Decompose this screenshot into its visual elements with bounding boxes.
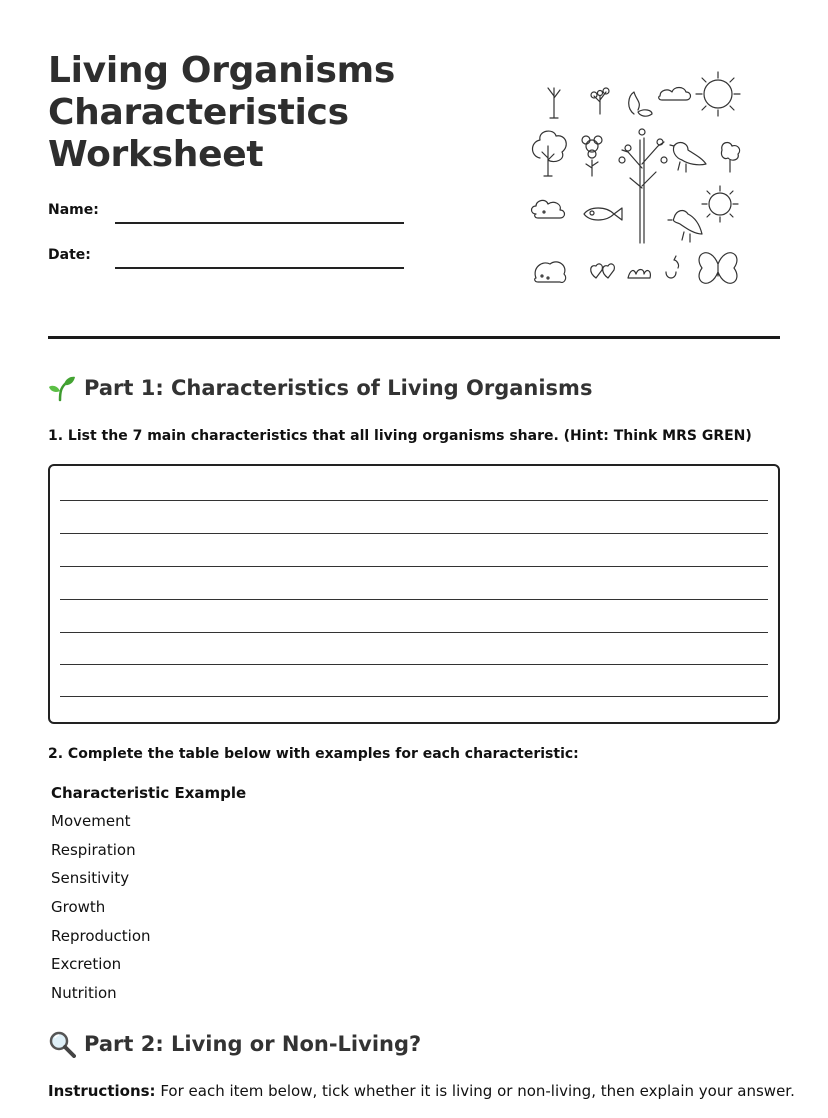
table-row: Nutrition bbox=[51, 984, 117, 1003]
answer-line[interactable] bbox=[60, 500, 768, 501]
answer-line[interactable] bbox=[60, 566, 768, 567]
date-field[interactable] bbox=[115, 267, 404, 269]
seedling-icon bbox=[48, 374, 76, 402]
table-row: Excretion bbox=[51, 955, 122, 974]
table-row: Respiration bbox=[51, 840, 136, 859]
nature-doodles-illustration bbox=[524, 68, 754, 298]
title-line-1: Living Organisms bbox=[48, 50, 395, 91]
date-label: Date: bbox=[48, 247, 91, 263]
part1-heading bbox=[48, 374, 592, 402]
page-title bbox=[48, 50, 468, 176]
title-line-3: Worksheet bbox=[48, 134, 264, 175]
question-1: 1. List the 7 main characteristics that all living organisms share. (Hint: Think MRS GREN) bbox=[48, 428, 752, 444]
part2-heading bbox=[48, 1030, 421, 1058]
name-field[interactable] bbox=[115, 222, 404, 224]
answer-line[interactable] bbox=[60, 599, 768, 600]
answer-line[interactable] bbox=[60, 696, 768, 697]
part1-title: Part 1: Characteristics of Living Organisms bbox=[84, 376, 593, 400]
table-row: Reproduction bbox=[51, 926, 151, 945]
title-line-2: Characteristics bbox=[48, 92, 349, 133]
answer-box[interactable] bbox=[48, 464, 780, 724]
magnifying-glass-icon bbox=[48, 1030, 76, 1058]
instructions-text: For each item below, tick whether it is living or non-living, then explain your answer. bbox=[155, 1082, 795, 1100]
table-row: Sensitivity bbox=[51, 869, 130, 888]
name-label: Name: bbox=[48, 202, 99, 218]
worksheet-header bbox=[48, 48, 780, 318]
table-row: Movement bbox=[51, 812, 131, 830]
table-row: Growth bbox=[51, 898, 106, 917]
part2-title: Part 2: Living or Non-Living? bbox=[84, 1032, 422, 1056]
instructions bbox=[48, 1082, 795, 1100]
question-2: 2. Complete the table below with examples for each characteristic: bbox=[48, 746, 579, 762]
characteristics-table bbox=[51, 784, 246, 1013]
instructions-label: Instructions: bbox=[48, 1082, 156, 1100]
answer-line[interactable] bbox=[60, 632, 768, 633]
table-header: Characteristic Example bbox=[51, 784, 247, 802]
answer-line[interactable] bbox=[60, 664, 768, 665]
answer-line[interactable] bbox=[60, 533, 768, 534]
header-divider bbox=[48, 336, 780, 339]
